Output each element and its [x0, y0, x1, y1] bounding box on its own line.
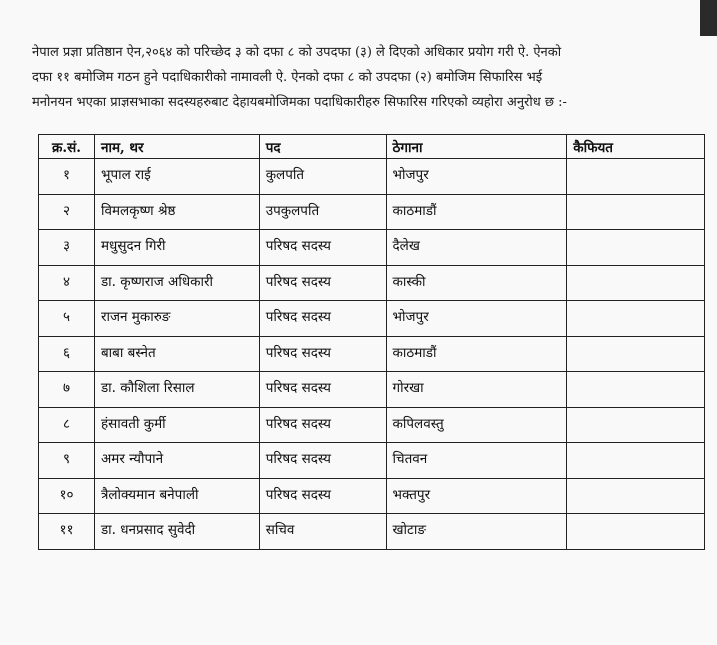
serial-number-cell: ७ [39, 372, 95, 408]
address-cell: भोजपुर [386, 301, 567, 337]
table-row [39, 514, 705, 550]
serial-number-cell: ११ [39, 514, 95, 550]
serial-number-cell: ३ [39, 230, 95, 266]
table-row [39, 478, 705, 514]
address-cell: चितवन [386, 443, 567, 479]
table-row [39, 336, 705, 372]
serial-number-cell: ५ [39, 301, 95, 337]
address-cell: खोटाङ [386, 514, 567, 550]
name-cell: बाबा बस्नेत [94, 336, 259, 372]
name-cell: डा. कौशिला रिसाल [94, 372, 259, 408]
post-cell: परिषद सदस्य [259, 230, 386, 266]
name-cell: डा. कृष्णराज अधिकारी [94, 265, 259, 301]
address-cell: कास्की [386, 265, 567, 301]
intro-line-1: नेपाल प्रज्ञा प्रतिष्ठान ऐन,२०६४ को परिच्छेद ३ को दफा ८ को उपदफा (३) ले दिएको अधिकार प्रयोग गरी ऐ. ऐनको [32, 45, 562, 60]
corner-overlay [700, 0, 717, 36]
remarks-cell [567, 336, 705, 372]
serial-number-cell: ४ [39, 265, 95, 301]
table-header-row [39, 135, 705, 159]
remarks-cell [567, 514, 705, 550]
intro-paragraph [32, 40, 708, 115]
officials-table [38, 134, 705, 550]
remarks-cell [567, 194, 705, 230]
address-cell: काठमाडौं [386, 194, 567, 230]
intro-line-3: मनोनयन भएका प्राज्ञसभाका सदस्यहरुबाट देहायबमोजिमका पदाधिकारीहरु सिफारिस गरिएको व्यहोरा अनुरोध छ :- [32, 95, 567, 110]
name-cell: राजन मुकारुङ [94, 301, 259, 337]
name-cell: त्रैलोक्यमान बनेपाली [94, 478, 259, 514]
address-cell: दैलेख [386, 230, 567, 266]
serial-number-cell: १० [39, 478, 95, 514]
header-name: नाम, थर [94, 135, 259, 159]
post-cell: परिषद सदस्य [259, 478, 386, 514]
serial-number-cell: १ [39, 159, 95, 195]
intro-line-2: दफा ११ बमोजिम गठन हुने पदाधिकारीको नामावली ऐ. ऐनको दफा ८ को उपदफा (२) बमोजिम सिफारिस भई [32, 70, 543, 85]
serial-number-cell: ८ [39, 407, 95, 443]
post-cell: परिषद सदस्य [259, 336, 386, 372]
post-cell: परिषद सदस्य [259, 443, 386, 479]
remarks-cell [567, 265, 705, 301]
remarks-cell [567, 159, 705, 195]
address-cell: भक्तपुर [386, 478, 567, 514]
remarks-cell [567, 443, 705, 479]
remarks-cell [567, 372, 705, 408]
table-row [39, 230, 705, 266]
name-cell: अमर न्यौपाने [94, 443, 259, 479]
header-serial-number: क्र.सं. [39, 135, 95, 159]
serial-number-cell: ९ [39, 443, 95, 479]
name-cell: भूपाल राई [94, 159, 259, 195]
address-cell: काठमाडौं [386, 336, 567, 372]
address-cell: कपिलवस्तु [386, 407, 567, 443]
post-cell: परिषद सदस्य [259, 301, 386, 337]
table-row [39, 265, 705, 301]
post-cell: परिषद सदस्य [259, 407, 386, 443]
name-cell: मधुसुदन गिरी [94, 230, 259, 266]
post-cell: परिषद सदस्य [259, 372, 386, 408]
remarks-cell [567, 230, 705, 266]
remarks-cell [567, 407, 705, 443]
table-row [39, 372, 705, 408]
serial-number-cell: २ [39, 194, 95, 230]
serial-number-cell: ६ [39, 336, 95, 372]
header-remarks: कैफियत [567, 135, 705, 159]
table-row [39, 194, 705, 230]
header-post: पद [259, 135, 386, 159]
table-row [39, 301, 705, 337]
name-cell: डा. धनप्रसाद सुवेदी [94, 514, 259, 550]
remarks-cell [567, 301, 705, 337]
address-cell: गोरखा [386, 372, 567, 408]
post-cell: कुलपति [259, 159, 386, 195]
post-cell: उपकुलपति [259, 194, 386, 230]
name-cell: हंसावती कुर्मी [94, 407, 259, 443]
post-cell: परिषद सदस्य [259, 265, 386, 301]
table-row [39, 407, 705, 443]
name-cell: विमलकृष्ण श्रेष्ठ [94, 194, 259, 230]
address-cell: भोजपुर [386, 159, 567, 195]
table-row [39, 159, 705, 195]
table-row [39, 443, 705, 479]
post-cell: सचिव [259, 514, 386, 550]
header-address: ठेगाना [386, 135, 567, 159]
remarks-cell [567, 478, 705, 514]
